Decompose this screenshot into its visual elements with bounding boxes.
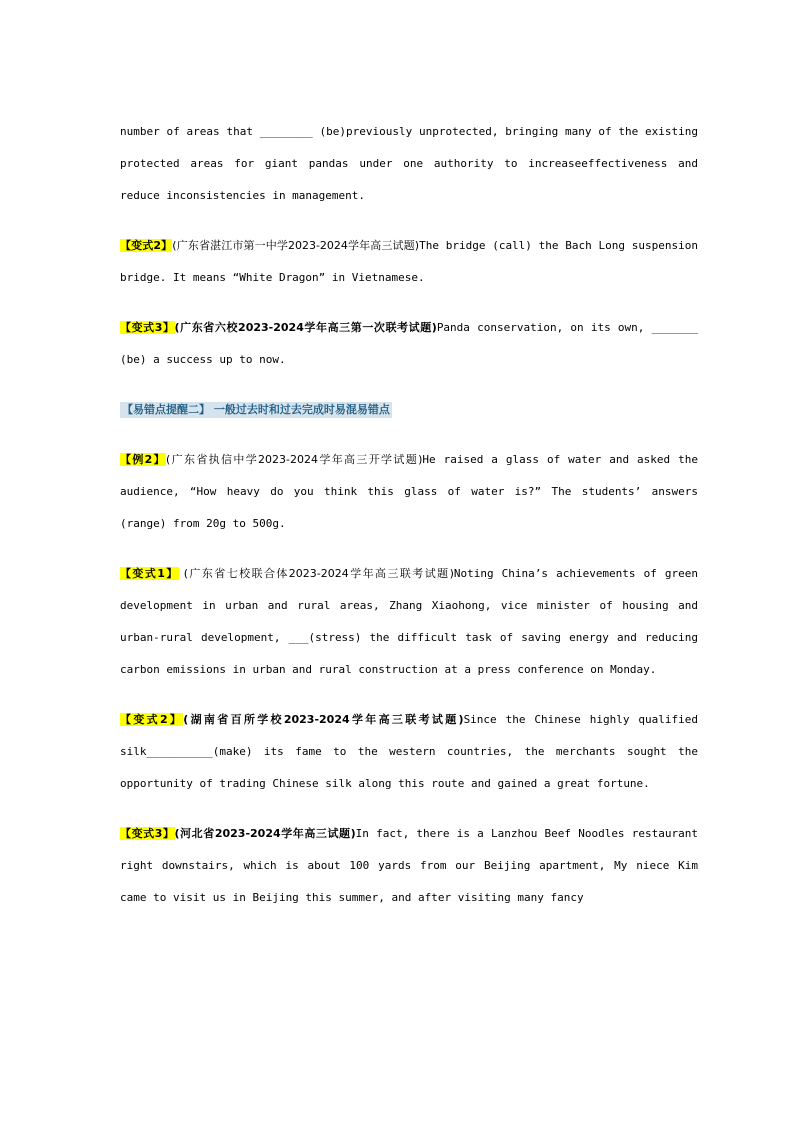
question-text: The bridge (call) the Bach Long suspension bridge. It means “White Dragon” in Vietnamese.: [120, 239, 698, 284]
question-tag: 【变式1】: [120, 567, 179, 580]
question-variant-2: [120, 230, 698, 294]
paragraph-text: number of areas that ________ (be)previously unprotected, bringing many of the existing protected areas for giant pandas under one authority to increaseeffectiveness and reduce inconsistencies in management.: [120, 125, 698, 202]
question-variant-3: [120, 312, 698, 376]
question-source: (广东省六校2023-2024学年高三第一次联考试题): [174, 321, 437, 334]
question-text: Since the Chinese highly qualified silk__________(make) its fame to the western countries, the merchants sought the opportunity of trading Chinese silk along this route and gained a great fortune.: [120, 713, 699, 790]
question-source: (广东省七校联合体2023-2024学年高三联考试题): [178, 567, 454, 580]
question-source: (广东省湛江市第一中学2023-2024学年高三试题): [172, 239, 420, 252]
question-source: (湖南省百所学校2023-2024学年高三联考试题): [183, 713, 464, 726]
paragraph-continuation: [120, 116, 698, 212]
question-text: In fact, there is a Lanzhou Beef Noodles restaurant right downstairs, which is about 100 yards from our Beijing apartment, My niece Kim came to visit us in Beijing this summer, and after visiting many fancy: [120, 827, 698, 904]
question-tag: 【变式3】: [120, 827, 175, 840]
reminder-text: 【易错点提醒二】 一般过去时和过去完成时易混易错点: [122, 403, 390, 416]
question-source: (河北省2023-2024学年高三试题): [174, 827, 356, 840]
question-tag: 【变式2】: [120, 713, 184, 726]
document-page: [120, 116, 698, 914]
question-tag: 【变式3】: [120, 321, 175, 334]
error-reminder-heading: [120, 394, 698, 426]
question-variant-2b: [120, 704, 698, 800]
question-text: Noting China’s achievements of green development in urban and rural areas, Zhang Xiaohong, vice minister of housing and urban-rural development, ___(stress) the difficult task of saving energy and reducing carbon emissions in urban and rural construction at a press conference on Monday.: [120, 567, 698, 676]
question-tag: 【例2】: [120, 453, 167, 466]
question-variant-1: [120, 558, 698, 686]
question-source: (广东省执信中学2023-2024学年高三开学试题): [166, 453, 423, 466]
question-text: Panda conservation, on its own, _______ (be) a success up to now.: [120, 321, 698, 366]
question-example-2: [120, 444, 698, 540]
question-tag: 【变式2】: [120, 239, 173, 252]
question-variant-3b: [120, 818, 698, 914]
question-text: He raised a glass of water and asked the audience, “How heavy do you think this glass of water is?” The students’ answers (range) from 20g to 500g.: [120, 453, 699, 530]
